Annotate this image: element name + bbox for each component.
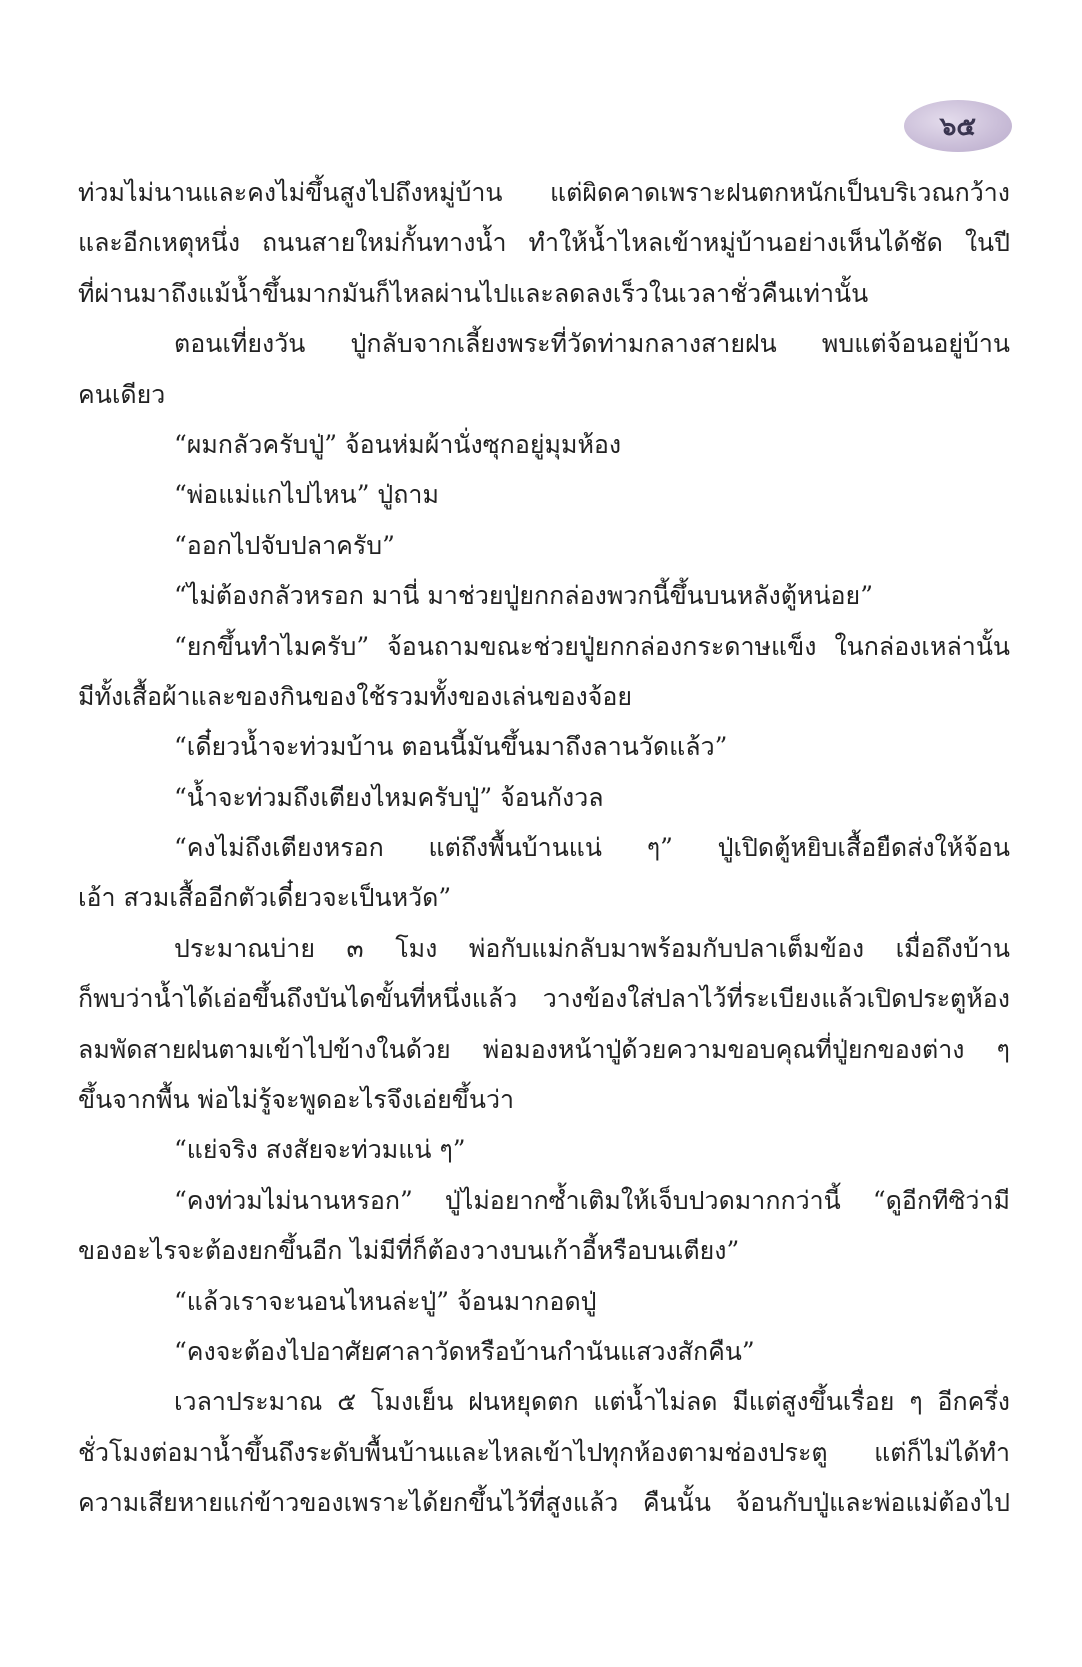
text-line: และอีกเหตุหนึ่ง ถนนสายใหม่กั้นทางน้ำ ทำให้น้ำไหลเข้าหมู่บ้านอย่างเห็นได้ชัด ในปี: [78, 228, 1010, 258]
text-line: เอ้า สวมเสื้ออีกตัวเดี๋ยวจะเป็นหวัด”: [78, 883, 452, 913]
text-line: ตอนเที่ยงวัน ปู่กลับจากเลี้ยงพระที่วัดท่ามกลางสายฝน พบแต่จ้อนอยู่บ้าน: [174, 329, 1010, 359]
dialogue-line: “ยกขึ้นทำไมครับ” จ้อนถามขณะช่วยปู่ยกกล่องกระดาษแข็ง ในกล่องเหล่านั้น: [174, 631, 1010, 661]
text-line: ของอะไรจะต้องยกขึ้นอีก ไม่มีที่ก็ต้องวางบนเก้าอี้หรือบนเตียง”: [78, 1236, 740, 1266]
dialogue-line: “คงจะต้องไปอาศัยศาลาวัดหรือบ้านกำนันแสวงสักคืน”: [174, 1336, 755, 1366]
page-number-badge: ๖๕: [904, 100, 1012, 152]
dialogue-line: “เดี๋ยวน้ำจะท่วมบ้าน ตอนนี้มันขึ้นมาถึงลานวัดแล้ว”: [174, 732, 728, 762]
text-line: คนเดียว: [78, 379, 166, 409]
text-line: ที่ผ่านมาถึงแม้น้ำขึ้นมากมันก็ไหลผ่านไปและลดลงเร็วในเวลาชั่วคืนเท่านั้น: [78, 278, 869, 308]
text-line: มีทั้งเสื้อผ้าและของกินของใช้รวมทั้งของเล่นของจ้อย: [78, 681, 633, 711]
text-line: ขึ้นจากพื้น พ่อไม่รู้จะพูดอะไรจึงเอ่ยขึ้นว่า: [78, 1085, 515, 1115]
text-line: ประมาณบ่าย ๓ โมง พ่อกับแม่กลับมาพร้อมกับปลาเต็มข้อง เมื่อถึงบ้าน: [174, 933, 1010, 963]
dialogue-line: “น้ำจะท่วมถึงเตียงไหมครับปู่” จ้อนกังวล: [174, 782, 604, 812]
dialogue-line: “ไม่ต้องกลัวหรอก มานี่ มาช่วยปู่ยกกล่องพวกนี้ขึ้นบนหลังตู้หน่อย”: [174, 581, 873, 611]
text-line: ความเสียหายแก่ข้าวของเพราะได้ยกขึ้นไว้ที่สูงแล้ว คืนนั้น จ้อนกับปู่และพ่อแม่ต้องไป: [78, 1488, 1010, 1518]
dialogue-line: “คงท่วมไม่นานหรอก” ปู่ไม่อยากซ้ำเติมให้เจ็บปวดมากกว่านี้ “ดูอีกทีซิว่ามี: [174, 1185, 1010, 1215]
dialogue-line: “ผมกลัวครับปู่” จ้อนห่มผ้านั่งซุกอยู่มุมห้อง: [174, 429, 622, 459]
text-line: ท่วมไม่นานและคงไม่ขึ้นสูงไปถึงหมู่บ้าน แต่ผิดคาดเพราะฝนตกหนักเป็นบริเวณกว้าง: [78, 178, 1010, 207]
dialogue-line: “คงไม่ถึงเตียงหรอก แต่ถึงพื้นบ้านแน่ ๆ” ปู่เปิดตู้หยิบเสื้อยืดส่งให้จ้อน: [174, 833, 1010, 863]
dialogue-line: “แล้วเราจะนอนไหนล่ะปู่” จ้อนมากอดปู่: [174, 1286, 597, 1316]
text-line: ก็พบว่าน้ำได้เอ่อขึ้นถึงบันไดขั้นที่หนึ่งแล้ว วางข้องใส่ปลาไว้ที่ระเบียงแล้วเปิดประตูห้อง: [78, 984, 1010, 1014]
dialogue-line: “พ่อแม่แกไปไหน” ปู่ถาม: [174, 480, 439, 510]
dialogue-line: “ออกไปจับปลาครับ”: [174, 530, 395, 560]
dialogue-line: “แย่จริง สงสัยจะท่วมแน่ ๆ”: [174, 1135, 466, 1165]
text-line: ชั่วโมงต่อมาน้ำขึ้นถึงระดับพื้นบ้านและไหลเข้าไปทุกห้องตามช่องประตู แต่ก็ไม่ได้ทำ: [78, 1437, 1010, 1467]
text-line: เวลาประมาณ ๕ โมงเย็น ฝนหยุดตก แต่น้ำไม่ลด มีแต่สูงขึ้นเรื่อย ๆ อีกครึ่ง: [174, 1387, 1010, 1417]
text-line: ลมพัดสายฝนตามเข้าไปข้างในด้วย พ่อมองหน้าปู่ด้วยความขอบคุณที่ปู่ยกของต่าง ๆ: [78, 1034, 1010, 1064]
body-text: [78, 168, 1010, 1529]
